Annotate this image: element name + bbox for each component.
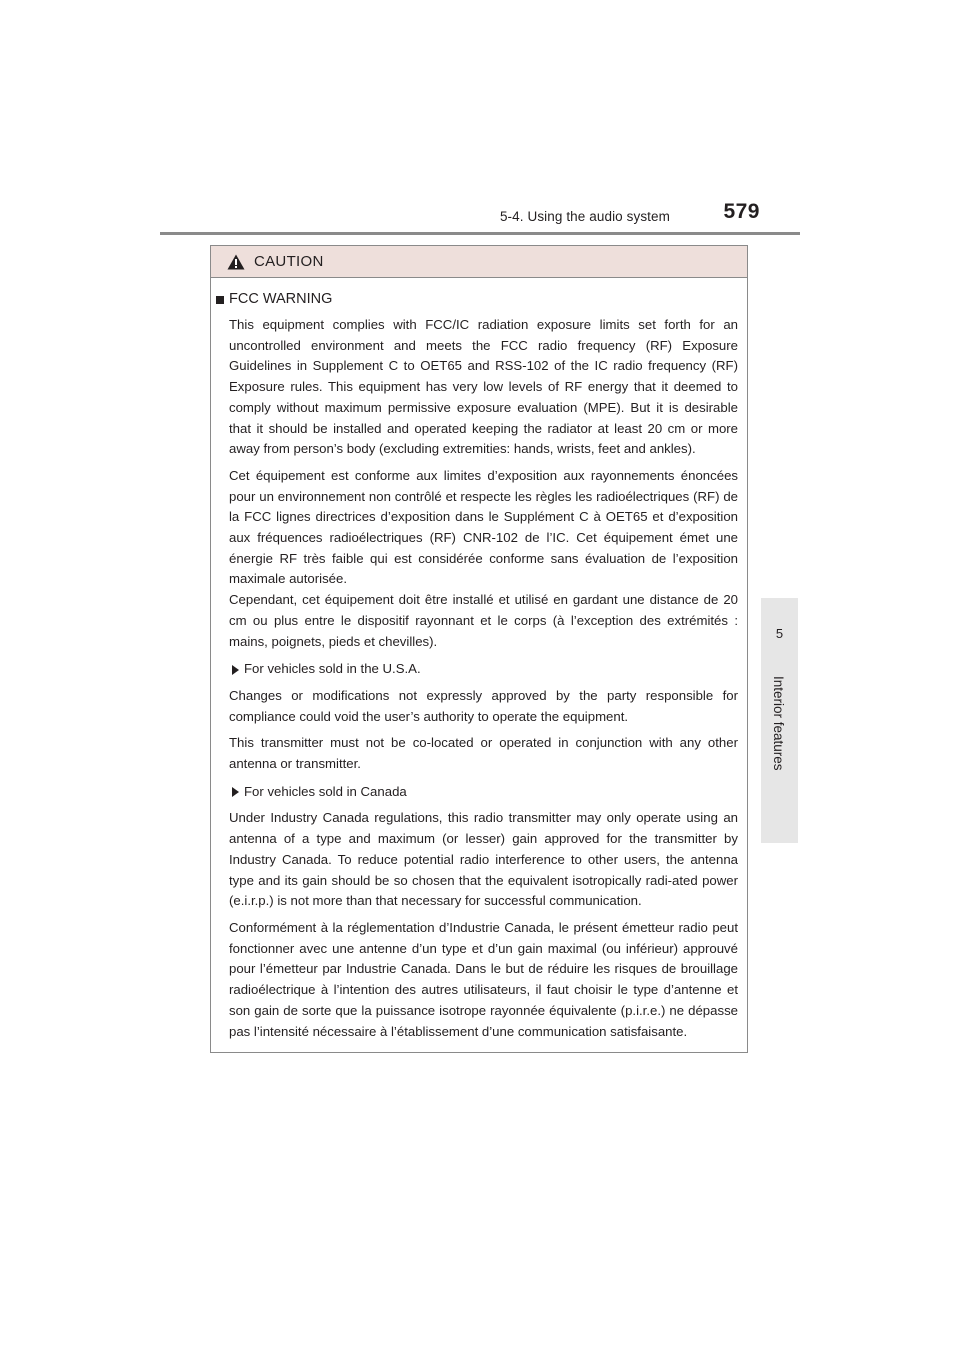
square-bullet-icon [216,296,224,304]
usa-paragraph-colocation: This transmitter must not be co-located or operated in conjunction with any other antenna or transmitter. [229,735,738,772]
usa-paragraph-modifications: Changes or modifications not expressly approved by the party responsible for compliance could void the user’s authority to operate the equipment. [229,687,738,724]
warning-triangle-icon [227,254,245,270]
page-header [160,200,800,236]
caution-header [211,246,747,278]
triangle-bullet-icon [232,665,239,675]
caution-content [211,290,747,1042]
fcc-warning-heading [216,290,747,309]
header-rule [160,232,800,235]
usa-label: For vehicles sold in the U.S.A. [244,661,421,677]
usa-heading [232,659,738,680]
caution-box [210,245,748,1053]
canada-heading [232,782,738,803]
caution-title: CAUTION [254,253,324,270]
fcc-french-distance-paragraph: Cependant, cet équipement doit être installé et utilisé en gardant une distance de 20 cm ou plus entre le dispositif rayonnant et le corps (à l’exception des extrémités : mains, poignets, pieds et chevilles). [229,592,738,649]
fcc-warning-label: FCC WARNING [229,291,333,307]
fcc-english-paragraph: This equipment complies with FCC/IC radiation exposure limits set forth for an uncontrolled environment and meets the FCC radio frequency (RF) Exposure Guidelines in Supplement C to OET65 and RSS-102 of the IC radio frequency (RF) Exposure rules. This equipment has very low levels of RF energy that it deemed to comply without maximum permissive exposure evaluation (MPE). But it is desirable that it should be installed and operated keeping the radiator at least 20 cm or more away from person’s body (excluding extremities: hands, wrists, feet and ankles). [229,317,738,457]
triangle-bullet-icon [232,787,239,797]
canada-paragraph-english: Under Industry Canada regulations, this radio transmitter may only operate using an antenna of a type and maximum (or lesser) gain approved for the transmitter by Industry Canada. To reduce potential radio interference to other users, the antenna type and its gain should be so chosen that the equivalent isotropically radi-ated power (e.i.r.p.) is not more than that necessary for successful communication. [229,810,738,909]
chapter-title: Interior features [771,676,786,771]
chapter-number: 5 [775,626,784,641]
canada-label: For vehicles sold in Canada [244,783,407,799]
page-number: 579 [723,200,760,223]
section-title: 5-4. Using the audio system [499,209,670,224]
fcc-french-paragraph: Cet équipement est conforme aux limites d’exposition aux rayonnements énoncées pour un environnement non contrôlé et respecte les règles les radioélectriques (RF) de la FCC lignes directrices d’exposition dans le Supplément C à OET65 et d’exposition aux fréquences radioélectriques (RF) CNR-102 de l’IC. Cet équipement émet une énergie RF très faible qui est considérée conforme sans évaluation de l’exposition maximale autorisée. [229,467,738,587]
canada-paragraph-french: Conformément à la réglementation d’Industrie Canada, le présent émetteur radio peut fonctionner avec une antenne d’un type et d’un gain maximal (ou inférieur) approuvé pour l’émetteur par Industrie Canada. Dans le but de réduire les risques de brouillage radioélectrique à l’intention des autres utilisateurs, il faut choisir le type d’antenne et son gain de sorte que la puissance isotrope rayonnée équivalente (p.i.r.e.) ne dépasse pas l’intensité nécessaire à l’établissement d’une communication satisfaisante. [229,919,738,1039]
chapter-tab [761,598,798,843]
